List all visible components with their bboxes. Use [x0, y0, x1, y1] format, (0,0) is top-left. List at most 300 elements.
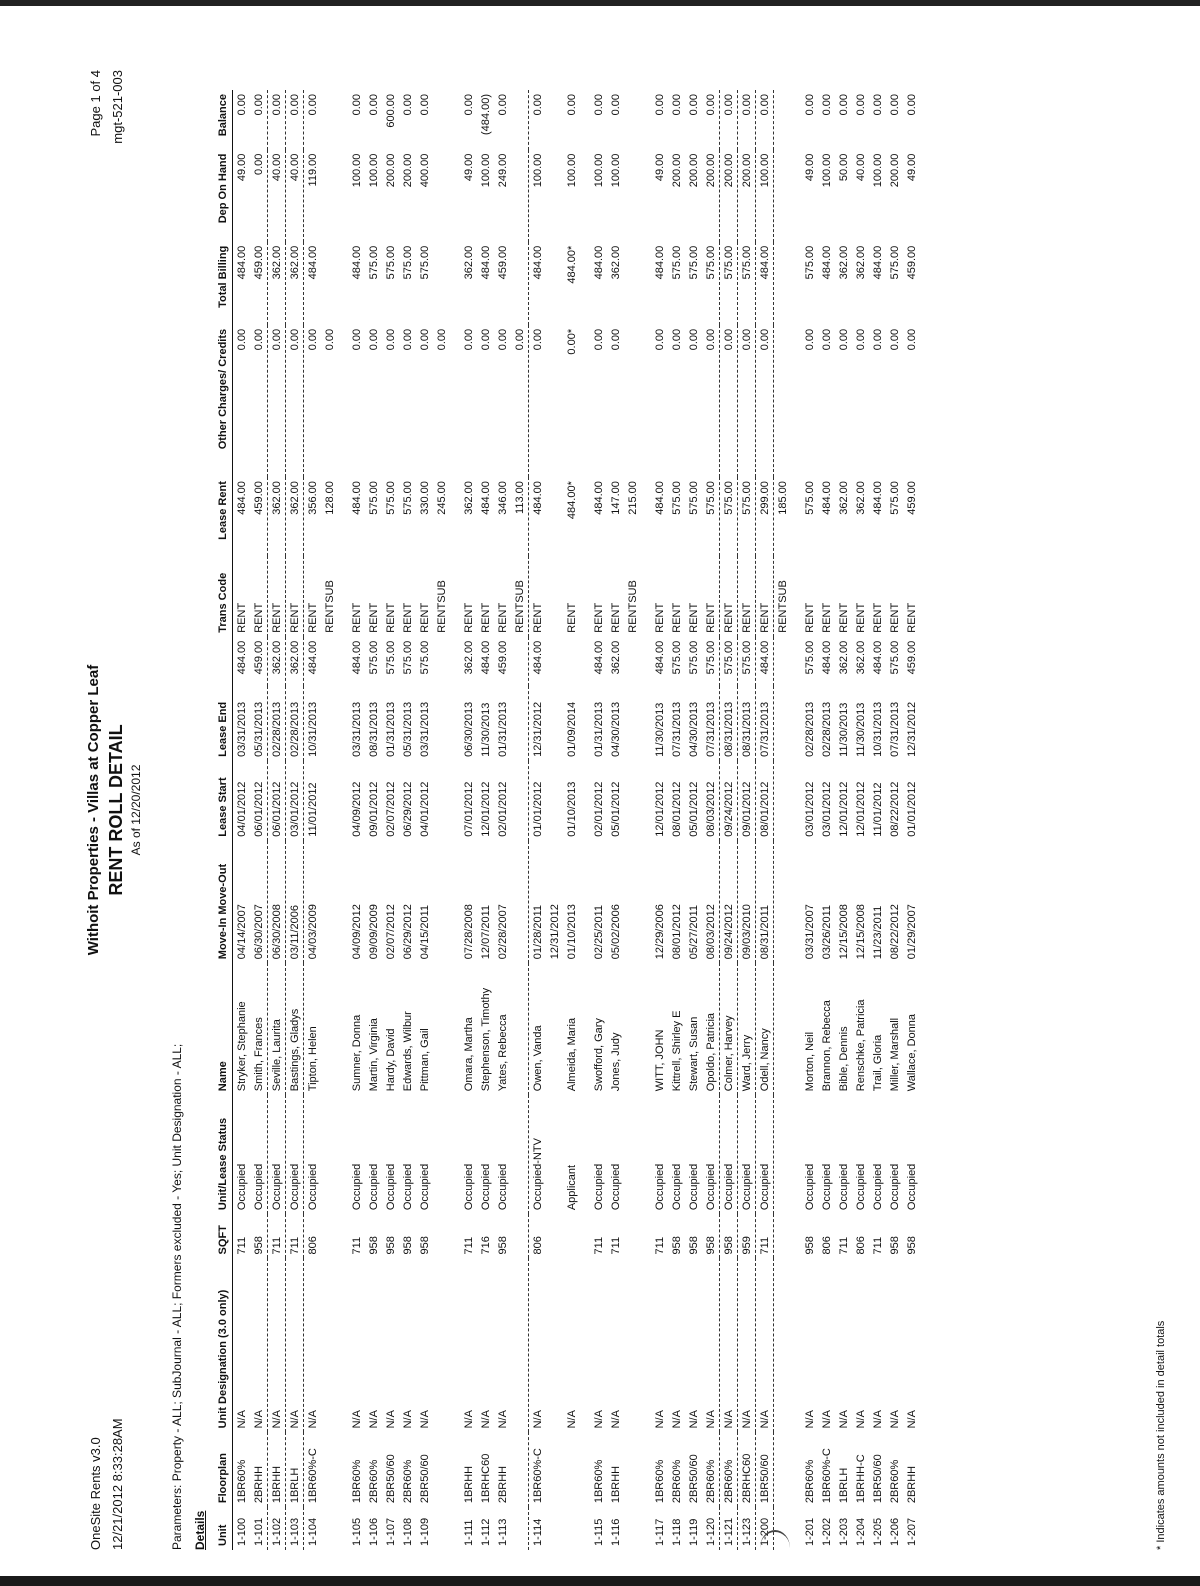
table-cell: 1BRHC60 — [479, 1453, 492, 1504]
table-cell: 362.00 — [854, 481, 867, 515]
table-cell — [774, 761, 792, 841]
table-cell: 07/31/2013 — [702, 686, 720, 761]
table-cell: 959 — [738, 1214, 756, 1258]
table-row — [886, 90, 903, 1550]
table-cell: 0.00 — [250, 150, 268, 242]
table-cell: 806 — [531, 1236, 544, 1255]
table-cell: N/A — [565, 1410, 578, 1429]
table-cell: 484.00 — [306, 245, 319, 280]
table-cell: 1-119 — [687, 1518, 700, 1546]
table-cell: 02/28/2013 — [803, 701, 816, 757]
table-cell: Ward, Jerry — [738, 963, 756, 1095]
table-cell: 0.00 — [286, 90, 304, 150]
table-row — [286, 90, 304, 1550]
table-row — [869, 90, 886, 1550]
table-row — [651, 90, 668, 1550]
table-cell: 07/31/2013 — [756, 686, 774, 761]
table-cell: 12/31/2012 — [905, 701, 918, 757]
table-cell: Occupied — [479, 1163, 492, 1211]
table-cell: 0.00 — [479, 328, 492, 351]
table-cell: 0.00 — [268, 90, 286, 150]
table-cell: 03/31/2007 — [803, 904, 816, 960]
table-cell: 11/30/2013 — [854, 702, 867, 757]
table-cell — [624, 150, 641, 242]
table-cell: RENT — [531, 602, 544, 633]
table-cell: 0.00 — [367, 328, 380, 351]
table-cell: 03/11/2006 — [286, 841, 304, 964]
table-cell: 575.00 — [670, 245, 683, 280]
table-cell — [774, 686, 792, 761]
table-cell: 0.00 — [250, 90, 268, 150]
table-row — [903, 90, 920, 1550]
table-cell: 484.00 — [820, 481, 833, 515]
table-cell: Occupied — [820, 1163, 833, 1211]
table-cell: 346.00 — [496, 481, 509, 515]
table-cell: 0.00 — [854, 94, 867, 116]
table-cell: 958 — [905, 1236, 918, 1255]
table-cell: 02/01/2012 — [496, 781, 509, 837]
table-cell: 0.00 — [235, 328, 248, 351]
table-row — [416, 90, 433, 1550]
table-cell: 484.00 — [350, 481, 363, 515]
table-cell: Occupied — [286, 1095, 304, 1214]
table-cell — [624, 325, 641, 477]
table-cell — [563, 637, 580, 686]
table-cell: 08/03/2012 — [702, 841, 720, 964]
table-cell — [546, 1095, 563, 1214]
table-cell: 0.00 — [854, 328, 867, 351]
table-cell: RENT — [720, 556, 738, 637]
table-cell — [546, 150, 563, 242]
table-cell: Odell, Nancy — [756, 963, 774, 1095]
column-header: Floorplan — [215, 1432, 233, 1507]
table-cell: Wallace, Donna — [905, 1013, 918, 1092]
table-cell: 1BRHH-C — [854, 1454, 867, 1504]
table-cell: 575.00 — [687, 245, 700, 280]
table-cell: 1BRLH — [286, 1432, 304, 1507]
table-cell: 806 — [306, 1236, 319, 1255]
table-cell: 05/31/2013 — [401, 701, 414, 757]
table-cell: RENT — [871, 602, 884, 633]
table-cell — [321, 1507, 338, 1550]
table-cell: 484.00 — [235, 481, 248, 515]
table-cell: 575.00 — [367, 245, 380, 280]
table-cell: RENT — [670, 602, 683, 633]
table-cell: 200.00 — [384, 153, 397, 188]
table-cell: 2BR50/60 — [384, 1454, 397, 1504]
table-cell — [624, 1432, 641, 1507]
table-cell: 484.00 — [592, 481, 605, 515]
table-cell — [433, 150, 450, 242]
column-header: Total Billing — [215, 242, 233, 325]
table-cell — [774, 1214, 792, 1258]
table-cell: 09/01/2012 — [738, 761, 756, 841]
table-cell: 0.00 — [905, 328, 918, 351]
table-cell: 575.00 — [720, 637, 738, 686]
table-cell: N/A — [609, 1410, 622, 1429]
table-cell: 1-121 — [720, 1507, 738, 1550]
table-cell: 09/01/2012 — [367, 781, 380, 837]
table-cell: 575.00 — [803, 245, 816, 280]
table-cell — [511, 963, 529, 1095]
table-cell: 484.00 — [306, 640, 319, 675]
table-cell: Occupied — [592, 1163, 605, 1211]
table-cell: 0.00 — [418, 328, 431, 351]
table-cell: Occupied — [367, 1163, 380, 1211]
table-cell: 362.00 — [286, 477, 304, 556]
table-cell: 1-113 — [496, 1518, 509, 1546]
table-cell: N/A — [286, 1258, 304, 1432]
column-header: Trans Code — [215, 556, 233, 637]
table-cell: 1BRHH — [268, 1432, 286, 1507]
table-cell: 128.00 — [323, 481, 336, 515]
table-cell: Occupied — [306, 1163, 319, 1211]
table-cell: 716 — [479, 1236, 492, 1255]
table-cell: N/A — [462, 1410, 475, 1429]
table-cell: 03/01/2012 — [803, 781, 816, 837]
table-cell: Pittman, Gail — [418, 1028, 431, 1092]
table-cell: 484.00* — [565, 245, 578, 284]
table-cell: 1BR60% — [350, 1459, 363, 1504]
table-cell: 04/15/2011 — [418, 904, 431, 960]
table-cell: RENTSUB — [435, 580, 448, 633]
table-cell: 40.00 — [268, 150, 286, 242]
table-cell: 1-116 — [609, 1518, 622, 1546]
table-cell — [321, 761, 338, 841]
table-cell: Seville, Laurita — [268, 963, 286, 1095]
table-cell: 575.00 — [670, 481, 683, 515]
rotated-report-page — [55, 60, 1185, 1560]
table-cell: 04/01/2012 — [418, 781, 431, 837]
table-cell — [546, 637, 563, 686]
table-cell: 0.00 — [235, 94, 248, 116]
table-row — [607, 90, 624, 1550]
table-cell: 711 — [592, 1236, 605, 1255]
table-cell: 484.00 — [479, 245, 492, 280]
table-cell: 362.00 — [268, 242, 286, 325]
table-cell: RENTSUB — [776, 580, 789, 633]
table-cell: 958 — [367, 1236, 380, 1255]
table-cell: Occupied — [888, 1163, 901, 1211]
table-cell: 147.00 — [609, 481, 622, 515]
table-cell: 484.00 — [531, 640, 544, 675]
table-cell: 1-202 — [820, 1517, 833, 1546]
table-cell: 484.00 — [479, 481, 492, 515]
table-cell: Hardy, David — [384, 1028, 397, 1092]
table-cell — [511, 1507, 529, 1550]
table-cell: 06/30/2007 — [250, 841, 268, 964]
table-row — [835, 90, 852, 1550]
table-cell — [546, 761, 563, 841]
table-cell: RENT — [820, 602, 833, 633]
table-cell: 03/01/2012 — [286, 761, 304, 841]
table-cell — [774, 242, 792, 325]
column-header: Unit/Lease Status — [215, 1095, 233, 1214]
table-cell: 07/01/2012 — [462, 781, 475, 837]
table-cell: 484.00 — [479, 640, 492, 675]
table-cell: 1-109 — [418, 1517, 431, 1546]
table-cell: 02/28/2013 — [286, 686, 304, 761]
scan-mark — [760, 1530, 790, 1566]
table-cell: N/A — [479, 1410, 492, 1429]
table-cell: 1-120 — [702, 1507, 720, 1550]
table-cell: 1BR50/60 — [871, 1454, 884, 1504]
table-cell: 49.00 — [905, 153, 918, 182]
table-cell: 245.00 — [435, 481, 448, 515]
table-cell: 49.00 — [235, 153, 248, 182]
table-cell — [321, 1214, 338, 1258]
table-cell: 575.00 — [401, 481, 414, 515]
table-cell — [546, 242, 563, 325]
column-header — [215, 637, 233, 686]
table-cell: 484.00 — [871, 640, 884, 675]
table-cell: 575.00 — [418, 245, 431, 280]
table-cell: 0.00 — [702, 325, 720, 477]
table-cell: 0.00 — [306, 328, 319, 351]
table-cell: 40.00 — [286, 150, 304, 242]
table-cell — [433, 90, 450, 150]
table-cell: 575.00 — [738, 242, 756, 325]
table-cell: 100.00 — [756, 150, 774, 242]
table-cell: 100.00 — [350, 153, 363, 188]
table-cell: Renschke, Patricia — [854, 999, 867, 1092]
column-header: Unit — [215, 1507, 233, 1550]
table-cell: 1-112 — [479, 1518, 492, 1546]
table-cell: 06/30/2008 — [268, 841, 286, 964]
table-cell: 100.00 — [565, 153, 578, 188]
table-cell: 0.00 — [803, 328, 816, 351]
table-cell: 09/24/2012 — [720, 761, 738, 841]
table-cell: Occupied — [268, 1095, 286, 1214]
table-cell: 0.00 — [462, 94, 475, 116]
table-cell: 1-100 — [235, 1517, 248, 1546]
as-of-date: As of 12/20/2012 — [129, 764, 143, 856]
table-cell: Yates, Rebecca — [496, 1014, 509, 1092]
table-cell: 10/31/2013 — [871, 701, 884, 757]
table-cell: 0.00 — [435, 328, 448, 351]
table-cell: RENTSUB — [323, 580, 336, 633]
table-cell: 484.00 — [350, 640, 363, 675]
table-cell: 1-114 — [531, 1518, 544, 1546]
table-cell: RENT — [462, 602, 475, 633]
table-cell: 11/01/2012 — [306, 782, 319, 837]
table-cell: Occupied — [720, 1095, 738, 1214]
table-cell: 1-107 — [384, 1517, 397, 1546]
table-cell: Morton, Neil — [803, 1031, 816, 1092]
table-cell: Kittrell, Shirley E — [670, 1010, 683, 1092]
table-cell: 06/29/2012 — [401, 904, 414, 960]
table-cell: 0.00 — [609, 94, 622, 116]
table-cell: 362.00 — [268, 477, 286, 556]
table-cell: Stewart, Susan — [687, 1016, 700, 1092]
table-cell — [433, 761, 450, 841]
table-cell: 01/31/2013 — [592, 701, 605, 757]
table-cell: N/A — [687, 1410, 700, 1429]
table-cell: 1BR50/60 — [756, 1432, 774, 1507]
table-cell: 1-105 — [350, 1517, 363, 1546]
table-cell: 575.00 — [888, 640, 901, 675]
table-cell — [774, 841, 792, 964]
table-cell: 1-102 — [268, 1507, 286, 1550]
table-cell: 1-117 — [653, 1518, 666, 1546]
column-header: Name — [215, 963, 233, 1095]
table-cell: 08/31/2013 — [720, 686, 738, 761]
table-cell — [546, 686, 563, 761]
table-row — [852, 90, 869, 1550]
table-cell: 1-206 — [888, 1517, 901, 1546]
table-row — [399, 90, 416, 1550]
table-cell: 484.00 — [592, 245, 605, 280]
table-cell: N/A — [384, 1410, 397, 1429]
table-cell: 575.00 — [720, 477, 738, 556]
table-cell: 0.00 — [306, 94, 319, 116]
table-cell — [774, 90, 792, 150]
table-cell: N/A — [702, 1258, 720, 1432]
table-cell: Occupied — [401, 1163, 414, 1211]
table-cell: RENT — [235, 602, 248, 633]
table-cell — [321, 963, 338, 1095]
table-cell: 02/07/2012 — [384, 904, 397, 960]
table-cell: 459.00 — [496, 245, 509, 280]
table-cell: 1-200 — [756, 1507, 774, 1550]
table-cell: 362.00 — [268, 637, 286, 686]
table-cell: 08/22/2012 — [888, 904, 901, 960]
table-cell: 02/01/2012 — [592, 781, 605, 837]
section-label: Details — [193, 1510, 207, 1550]
table-cell: 01/01/2012 — [905, 781, 918, 837]
table-cell: 03/31/2013 — [235, 701, 248, 757]
table-cell — [511, 637, 529, 686]
table-cell: 711 — [871, 1236, 884, 1255]
table-cell — [511, 761, 529, 841]
table-cell: 02/28/2013 — [820, 701, 833, 757]
table-row — [702, 90, 720, 1550]
table-cell: Occupied — [653, 1163, 666, 1211]
table-cell: 07/31/2013 — [670, 701, 683, 757]
table-cell: 484.00 — [653, 245, 666, 280]
table-cell: 0.00 — [367, 94, 380, 116]
table-cell: Occupied-NTV — [531, 1138, 544, 1211]
table-cell: 1-106 — [367, 1517, 380, 1546]
table-cell: 2BRHH — [250, 1432, 268, 1507]
footnote: * Indicates amounts not included in detail totals — [1155, 1320, 1167, 1550]
table-cell: 100.00 — [531, 153, 544, 188]
table-body — [233, 90, 921, 1550]
table-cell: 0.00 — [496, 94, 509, 116]
table-cell: 200.00 — [720, 150, 738, 242]
table-cell: 1-104 — [306, 1517, 319, 1546]
table-cell: 1-207 — [905, 1517, 918, 1546]
table-cell: 06/30/2013 — [462, 701, 475, 757]
table-cell: 958 — [384, 1236, 397, 1255]
table-cell: 03/26/2011 — [820, 904, 833, 960]
table-cell: 459.00 — [250, 477, 268, 556]
table-cell: 362.00 — [837, 481, 850, 515]
table-cell: 1-103 — [286, 1507, 304, 1550]
table-cell: 0.00 — [250, 325, 268, 477]
table-cell: Applicant — [565, 1164, 578, 1211]
report-header-right — [85, 70, 129, 144]
table-cell: 484.00 — [756, 242, 774, 325]
table-cell — [774, 1432, 792, 1507]
table-cell: 1-118 — [670, 1518, 683, 1546]
table-row — [529, 90, 547, 1550]
table-cell — [546, 1214, 563, 1258]
table-cell: Occupied — [384, 1163, 397, 1211]
table-cell: 2BR50/60 — [687, 1454, 700, 1504]
table-row — [685, 90, 702, 1550]
table-cell: N/A — [235, 1410, 248, 1429]
table-cell — [321, 841, 338, 964]
table-cell: RENT — [702, 556, 720, 637]
table-row — [590, 90, 607, 1550]
table-cell — [321, 1432, 338, 1507]
table-cell: 362.00 — [286, 637, 304, 686]
table-cell: 958 — [401, 1236, 414, 1255]
table-cell: 06/01/2012 — [268, 761, 286, 841]
table-cell: 0.00 — [687, 328, 700, 351]
row-spacer — [641, 90, 651, 1550]
table-cell: 0.00 — [462, 328, 475, 351]
table-cell: 01/31/2013 — [384, 701, 397, 757]
table-cell — [624, 1507, 641, 1550]
table-cell: 185.00 — [776, 481, 789, 515]
table-cell: 575.00 — [670, 640, 683, 675]
table-cell: 200.00 — [670, 153, 683, 188]
table-row — [756, 90, 774, 1550]
table-cell: Opoldo, Patricia — [702, 963, 720, 1095]
table-cell: 02/25/2011 — [592, 904, 605, 960]
table-cell: RENT — [905, 602, 918, 633]
table-cell: 40.00 — [854, 153, 867, 182]
table-cell: 100.00 — [871, 153, 884, 188]
table-cell: 1-204 — [854, 1517, 867, 1546]
table-cell: 0.00 — [592, 94, 605, 116]
table-cell — [774, 1258, 792, 1432]
table-cell: RENT — [738, 556, 756, 637]
table-cell: 02/28/2007 — [496, 904, 509, 960]
table-row — [460, 90, 477, 1550]
table-cell: 2BR60% — [888, 1459, 901, 1504]
table-cell: Colmer, Harvey — [720, 963, 738, 1095]
table-cell: Occupied — [350, 1163, 363, 1211]
column-header: SQFT — [215, 1214, 233, 1258]
table-cell: 958 — [496, 1236, 509, 1255]
table-cell: 100.00 — [609, 153, 622, 188]
table-cell: 1-201 — [803, 1517, 816, 1546]
table-cell: N/A — [592, 1410, 605, 1429]
table-cell — [321, 686, 338, 761]
table-cell: 05/01/2012 — [687, 781, 700, 837]
table-cell: Occupied — [418, 1163, 431, 1211]
table-cell — [546, 963, 563, 1095]
table-cell: 05/02/2006 — [609, 904, 622, 960]
table-cell: 02/07/2012 — [384, 781, 397, 837]
table-cell: Stephenson, Timothy — [479, 987, 492, 1092]
table-cell — [624, 761, 641, 841]
table-cell — [774, 325, 792, 477]
table-cell: RENT — [401, 602, 414, 633]
table-cell — [546, 90, 563, 150]
table-cell: 03/31/2013 — [418, 701, 431, 757]
table-cell: 299.00 — [756, 477, 774, 556]
software-version: OneSite Rents v3.0 — [88, 1437, 103, 1550]
table-cell: RENT — [854, 602, 867, 633]
table-cell: 362.00 — [854, 245, 867, 280]
table-cell: 04/30/2013 — [687, 701, 700, 757]
table-cell: 484.00 — [531, 245, 544, 280]
row-spacer — [338, 90, 348, 1550]
